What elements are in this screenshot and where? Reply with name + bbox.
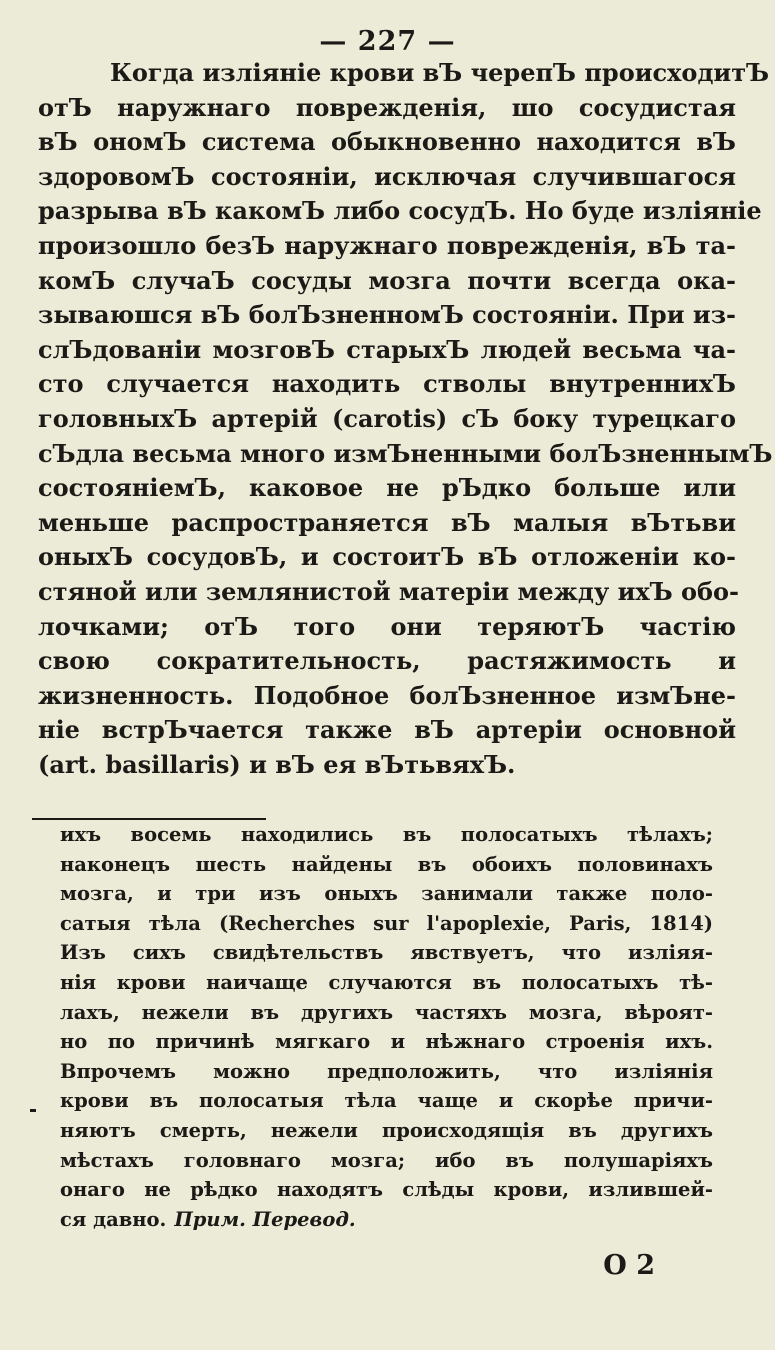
paragraph-line: лочками; отЪ того они теряютЪ частію	[38, 611, 736, 641]
paragraph-line: вЪ ономЪ система обыкновенно находится вЪ	[38, 127, 736, 157]
footnote-line: но по причинѣ мягкаго и нѣжнаго строенія ихъ.	[60, 1030, 713, 1054]
paragraph-line: отЪ наружнаго поврежденія, шо сосудистая	[38, 92, 736, 122]
footnote-line: наконецъ шесть найдены въ обоихъ половинахъ	[60, 852, 713, 876]
page-number: — 227 —	[319, 26, 456, 57]
paragraph-line: Когда изліяніе крови вЪ черепЪ происходитЪ	[110, 58, 770, 87]
paragraph-line: меньше распространяется вЪ малыя вЪтьви	[38, 507, 736, 537]
paragraph-line: головныхЪ артерій (carotis) сЪ боку турецкаго	[38, 403, 736, 433]
footnote-last-line	[60, 1205, 713, 1235]
paragraph-line: жизненность. Подобное болЪзненное измЪне-	[38, 680, 736, 710]
paragraph-line: оныхЪ сосудовЪ, и состоитЪ вЪ отложеніи ко-	[38, 542, 736, 572]
paragraph-line: здоровомЪ состояніи, исключая случившагося	[38, 161, 736, 191]
footnote-line: Впрочемъ можно предположить, что изліянія	[60, 1059, 713, 1083]
footnote-last-text: ся давно.	[60, 1207, 167, 1231]
paragraph-line: зываюшся вЪ болЪзненномЪ состояніи. При из-	[38, 300, 736, 330]
margin-mark	[30, 1109, 36, 1112]
paragraph-line: сто случается находить стволы внутреннихЪ	[38, 369, 736, 399]
signature-mark: О 2	[603, 1250, 655, 1281]
footnote-line: крови въ полосатыя тѣла чаще и скорѣе причи-	[60, 1089, 713, 1113]
footnote-line: няютъ смерть, нежели происходящія въ другихъ	[60, 1118, 713, 1142]
paragraph-line: (art. basillaris) и вЪ ея вЪтьвяхЪ.	[38, 749, 516, 779]
paragraph-line: сЪдла весьма много измЪненными болЪзненнымЪ	[38, 438, 773, 468]
footnote-line: сатыя тѣла (Recherches sur l'apoplexie, Paris, 1814)	[60, 911, 713, 935]
paragraph-line: ніе встрЪчается также вЪ артеріи основной	[38, 715, 736, 745]
paragraph-line: состояніемЪ, каковое не рЪдко больше или	[38, 473, 736, 503]
main-paragraph	[38, 56, 773, 782]
footnote-line: мѣстахъ головнаго мозга; ибо въ полушаріяхъ	[60, 1148, 713, 1172]
paragraph-line: разрыва вЪ какомЪ либо сосудЪ. Но буде изліяніе	[38, 196, 762, 226]
footnote-line: онаго не рѣдко находятъ слѣды крови, излившей-	[60, 1178, 713, 1202]
footnote-line: мозга, и три изъ оныхъ занимали также поло-	[60, 882, 713, 906]
paragraph-line: свою сократительность, растяжимость и	[38, 646, 736, 676]
paragraph-line: стяной или землянистой матеріи между ихЪ обо-	[38, 576, 739, 606]
footnote-line: лахъ, нежели въ другихъ частяхъ мозга, вѣроят-	[60, 1000, 713, 1024]
paragraph-line: комЪ случаЪ сосуды мозга почти всегда ока-	[38, 265, 736, 295]
paragraph-line: слЪдованіи мозговЪ старыхЪ людей весьма ча-	[38, 334, 736, 364]
footnote-line: ихъ восемь находились въ полосатыхъ тѣлахъ;	[60, 823, 713, 846]
translator-note: Прим. Перевод.	[174, 1207, 356, 1231]
footnote-line: нія крови наичаще случаются въ полосатыхъ тѣ-	[60, 970, 713, 994]
footnote	[60, 820, 713, 1234]
paragraph-line: произошло безЪ наружнаго поврежденія, вЪ та-	[38, 230, 736, 260]
footnote-line: Изъ сихъ свидѣтельствъ явствуетъ, что изліяя-	[60, 941, 713, 965]
